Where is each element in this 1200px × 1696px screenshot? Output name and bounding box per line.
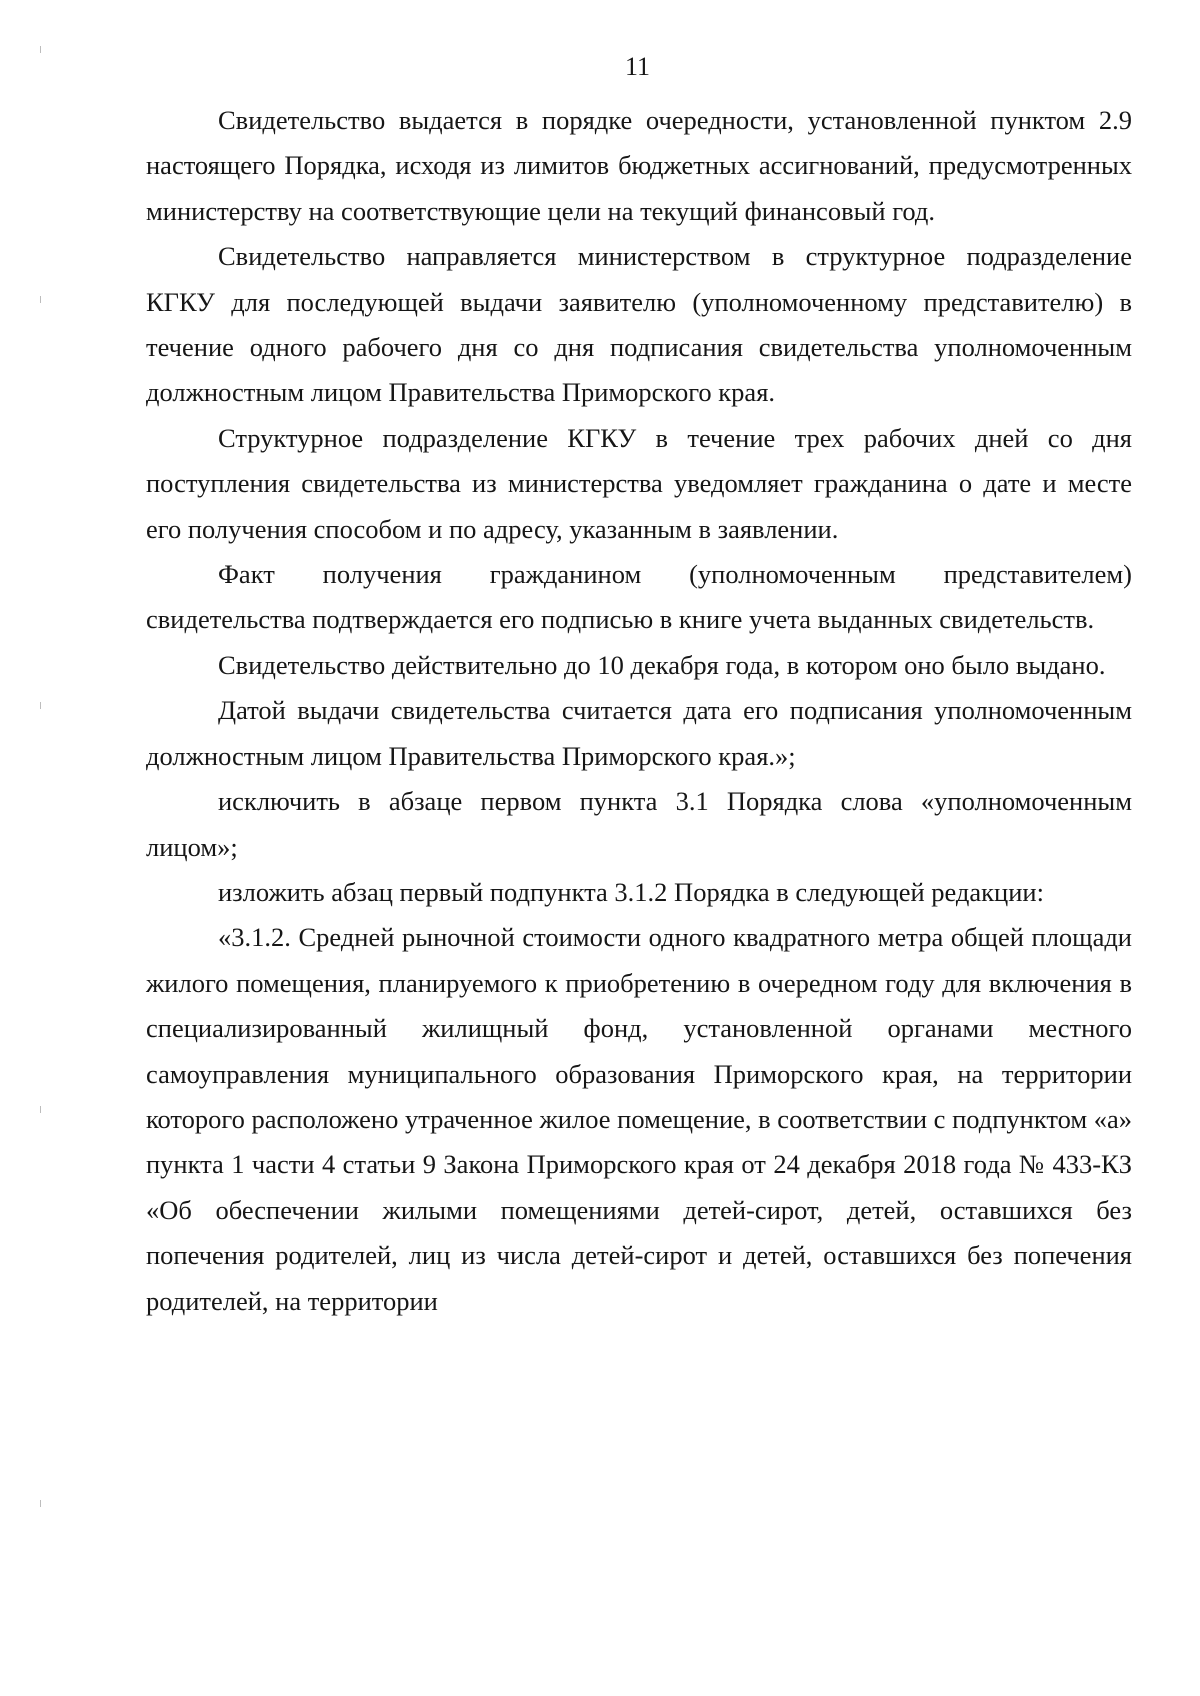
paragraph-receipt-confirmation: Факт получения гражданином (уполномоченным представителем) свидетельства подтверждается его подписью в книге учета выданных свидетельств. bbox=[146, 559, 1132, 635]
paragraph-validity: Свидетельство действительно до 10 декабря года, в котором оно было выдано. bbox=[218, 649, 1106, 680]
paragraph-certificate-order: Свидетельство выдается в порядке очередности, установленной пунктом 2.9 настоящего Порядка, исходя из лимитов бюджетных ассигнований, предусмотренных министерству на соответствующие цели на текущий финансовый год. bbox=[146, 105, 1132, 226]
paragraph-certificate-sending: Свидетельство направляется министерством в структурное подразделение КГКУ для последующей выдачи заявителю (уполномоченному представителю) в течение одного рабочего дня со дня подписания свидетельства уполномоченным должностным лицом Правительства Приморского края. bbox=[146, 241, 1132, 408]
scan-edge-mark bbox=[40, 702, 41, 709]
paragraph-issue-date: Датой выдачи свидетельства считается дата его подписания уполномоченным должностным лицом Правительства Приморского края.»; bbox=[146, 695, 1132, 771]
document-body bbox=[146, 98, 1132, 1324]
paragraph-clause-3-1-2: «3.1.2. Средней рыночной стоимости одного квадратного метра общей площади жилого помещения, планируемого к приобретению в очередном году для включения в специализированный жилищный фонд, установленной органами местного самоуправления муниципального образования Приморского края, на территории которого расположено утраченное жилое помещение, в соответствии с подпунктом «а» пункта 1 части 4 статьи 9 Закона Приморского края от 24 декабря 2018 года № 433-КЗ «Об обеспечении жилыми помещениями детей-сирот, детей, оставшихся без попечения родителей, лиц из числа детей-сирот и детей, оставшихся без попечения родителей, на территории bbox=[146, 922, 1132, 1316]
page-number: 11 bbox=[624, 52, 651, 81]
paragraph-exclude-words: исключить в абзаце первом пункта 3.1 Порядка слова «уполномоченным лицом»; bbox=[146, 786, 1132, 862]
paragraph-citizen-notification: Структурное подразделение КГКУ в течение трех рабочих дней со дня поступления свидетельства из министерства уведомляет гражданина о дате и месте его получения способом и по адресу, указанным в заявлении. bbox=[146, 422, 1132, 544]
scan-edge-mark bbox=[40, 296, 41, 303]
paragraph-new-wording: изложить абзац первый подпункта 3.1.2 Порядка в следующей редакции: bbox=[218, 876, 1044, 907]
scan-edge-mark bbox=[40, 1500, 41, 1507]
scan-edge-mark bbox=[40, 1106, 41, 1113]
